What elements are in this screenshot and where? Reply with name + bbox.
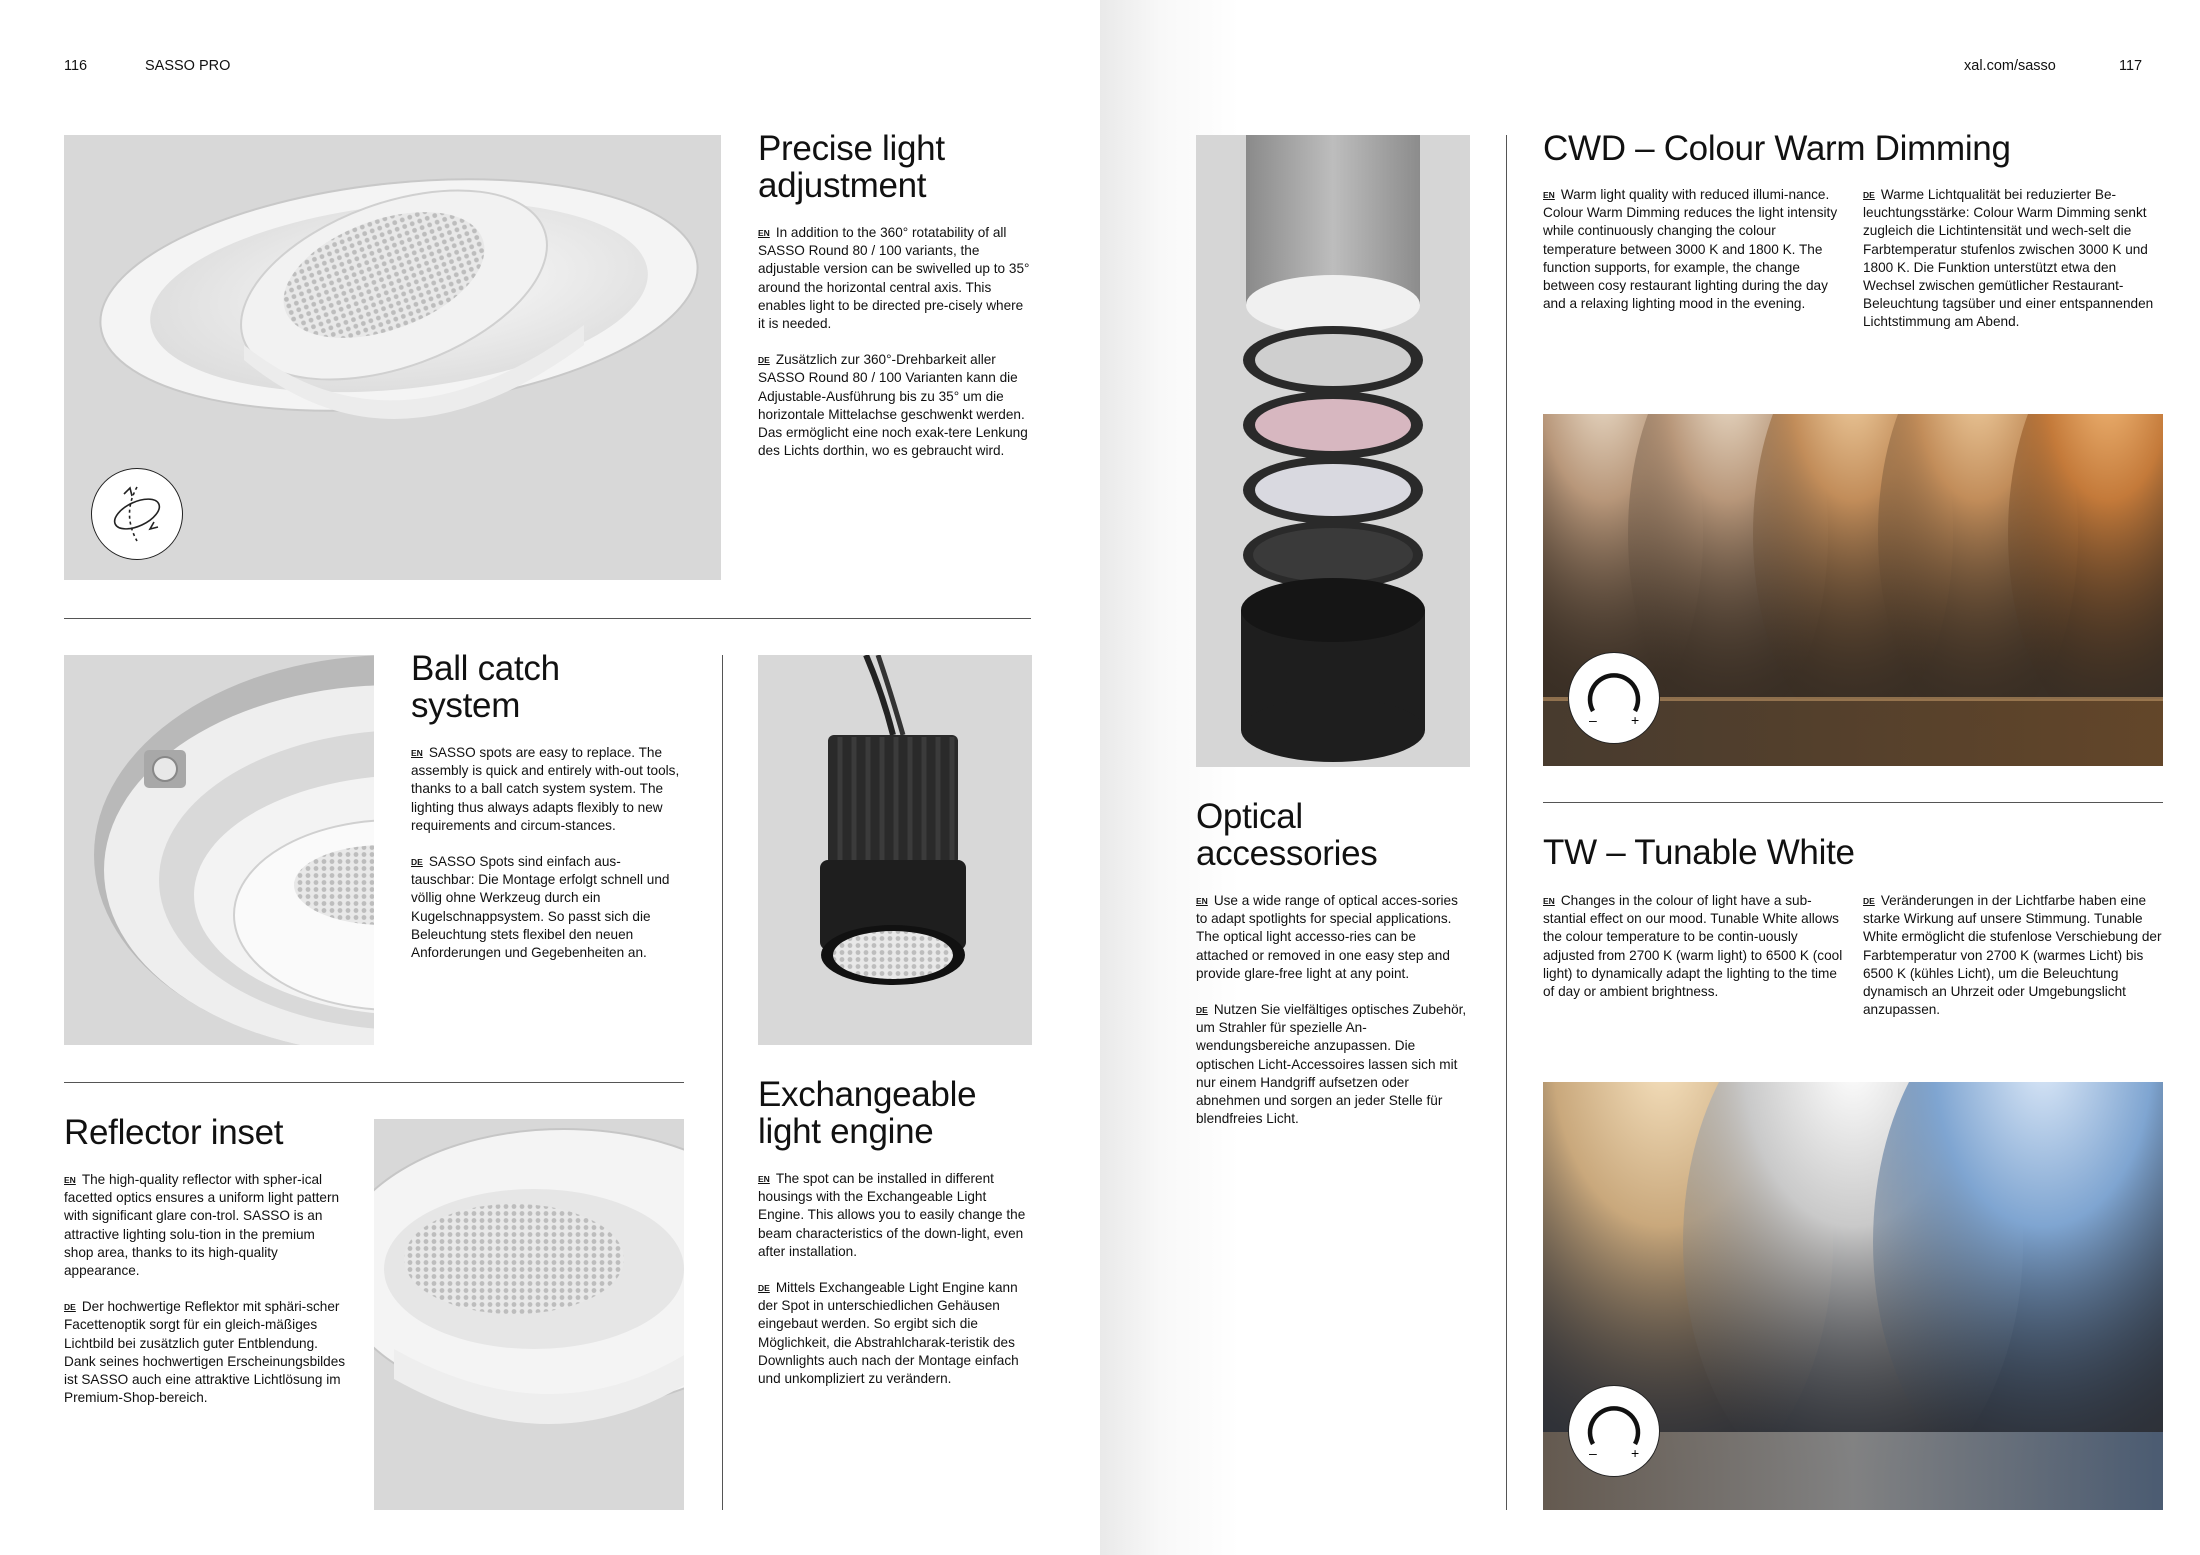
- tw-title: TW – Tunable White: [1543, 833, 1855, 872]
- dimmer-knob-icon: [1568, 1385, 1660, 1477]
- dimmer-minus-label: –: [1589, 1445, 1597, 1461]
- optical-body: [1196, 892, 1468, 1146]
- reflector-title: Reflector inset: [64, 1113, 284, 1152]
- divider-rule: [64, 618, 1031, 619]
- lang-tag-de: DE: [758, 355, 770, 366]
- ball-catch-photo: [64, 655, 374, 1045]
- ball-title-line2: system: [411, 686, 521, 725]
- lang-tag-de: DE: [1196, 1005, 1208, 1016]
- precise-title-line1: Precise light: [758, 129, 945, 168]
- lang-tag-de: DE: [1863, 896, 1875, 906]
- cwd-body-de: [1863, 186, 2163, 350]
- divider-rule: [1543, 802, 2163, 803]
- reflector-photo: [374, 1119, 684, 1510]
- engine-title: [758, 1076, 976, 1150]
- optical-title-line1: Optical: [1196, 797, 1303, 836]
- reflector-de-text: Der hochwertige Reflektor mit sphäri-scher Facettenoptik sorgt für ein gleich-mäßiges Lichtbild bei zusätzlich guter Entblendung. Dank seines hochwertigen Erscheinungsbildes ist SASSO auch eine attraktive Lichtlösung im Premium-Shop-bereich.: [64, 1299, 346, 1406]
- reflector-body: [64, 1171, 346, 1425]
- dimmer-minus-label: –: [1589, 712, 1597, 728]
- column-rule: [1506, 135, 1507, 1510]
- cwd-title: CWD – Colour Warm Dimming: [1543, 129, 2011, 168]
- precise-de-text: Zusätzlich zur 360°-Drehbarkeit aller SASSO Round 80 / 100 Varianten kann die Adjustable-Ausführung bis zu 35° um die horizontale Mittelachse geschwenkt werden. Das ermöglicht eine noch exak-tere Lenkung des Lichts dorthin, wo es gebraucht wird.: [758, 352, 1028, 459]
- dimmer-knob-icon: [1568, 652, 1660, 744]
- ball-catch-body: [411, 744, 683, 980]
- optical-title-line2: accessories: [1196, 834, 1378, 873]
- optical-title: [1196, 798, 1378, 872]
- right-page-number: 117: [2119, 58, 2143, 74]
- lang-tag-en: EN: [411, 748, 423, 758]
- lang-tag-en: EN: [64, 1175, 76, 1185]
- ball-catch-title: [411, 650, 560, 724]
- website-url: xal.com/sasso: [1964, 58, 2056, 74]
- engine-body: [758, 1170, 1030, 1406]
- precise-title-line2: adjustment: [758, 166, 927, 205]
- divider-rule: [64, 1082, 684, 1083]
- tw-body-de: [1863, 892, 2163, 1037]
- cwd-de-text: Warme Lichtqualität bei reduzierter Be-leuchtungsstärke: Colour Warm Dimming senkt zugleich die Lichtintensität und wech-selt die Farbtemperatur stufenlos zwischen 3000 K und 1800 K. Die Funktion unterstützt etwa den Wechsel zwischen gemütlicher Restaurant-Beleuchtung tagsüber und einer entspannenden Lichtstimmung am Abend.: [1863, 187, 2154, 330]
- lang-tag-en: EN: [758, 228, 770, 238]
- lang-tag-en: EN: [1196, 896, 1208, 906]
- dimmer-plus-label: +: [1631, 1445, 1640, 1461]
- lang-tag-de: DE: [411, 857, 423, 868]
- cwd-en-text: Warm light quality with reduced illumi-nance. Colour Warm Dimming reduces the light intensity while continuously changing the colour temperature between 3000 K and 1800 K. The function supports, for example, the change between cosy restaurant lighting during the day and a relaxing lighting mood in the evening.: [1543, 187, 1838, 312]
- lang-tag-de: DE: [64, 1302, 76, 1313]
- dimmer-plus-label: +: [1631, 712, 1640, 728]
- light-engine-photo: [758, 655, 1032, 1045]
- engine-title-line1: Exchangeable: [758, 1075, 977, 1114]
- tw-de-text: Veränderungen in der Lichtfarbe haben eine starke Wirkung auf unsere Stimmung. Tunable White ermöglicht die stufenlose Verschiebung der Farbtemperatur von 2700 K (warmes Licht) bis 6500 K (kühles Licht), um die Beleuchtung dynamisch an Uhrzeit oder Umgebungslicht anzupassen.: [1863, 893, 2162, 1018]
- optical-accessories-photo: [1196, 135, 1470, 767]
- ball-title-line1: Ball catch: [411, 649, 560, 688]
- lang-tag-de: DE: [758, 1283, 770, 1294]
- engine-en-text: The spot can be installed in different housings with the Exchangeable Light Engine. This allows you to easily change the beam characteristics of the down-light, even after installation.: [758, 1171, 1026, 1259]
- precise-title: [758, 130, 945, 204]
- engine-title-line2: light engine: [758, 1112, 934, 1151]
- rotation-swivel-icon: [91, 468, 183, 560]
- optical-en-text: Use a wide range of optical acces-sories to adapt spotlights for special applications. The optical light accesso-ries can be attached or removed in one easy step and provide glare-free light at any point.: [1196, 893, 1458, 981]
- optical-de-text: Nutzen Sie vielfältiges optisches Zubehör, um Strahler für spezielle An-wendungsbereiche anzupassen. Die optischen Licht-Accessoires lassen sich mit nur einem Handgriff aufsetzen oder abnehmen und sorgen an jeder Stelle für blendfreies Licht.: [1196, 1002, 1467, 1127]
- precise-body: [758, 224, 1030, 478]
- tw-en-text: Changes in the colour of light have a sub-stantial effect on our mood. Tunable White allows the colour temperature to be contin-uously adjusted from 2700 K (warm light) to 6500 K (cool light) to dynamically adapt the lighting to the time of day or ambient brightness.: [1543, 893, 1843, 1000]
- lang-tag-en: EN: [1543, 190, 1555, 200]
- ball-de-text: SASSO Spots sind einfach aus-tauschbar: Die Montage erfolgt schnell und völlig ohne Werkzeug durch ein Kugelschnappsystem. So passt sich die Beleuchtung stets flexibel den neuen Anforderungen und Gegebenheiten an.: [411, 854, 670, 961]
- ball-en-text: SASSO spots are easy to replace. The assembly is quick and entirely with-out tools, thanks to a ball catch system system. The lighting thus always adapts flexibly to new requirements and circum-stances.: [411, 745, 680, 833]
- lang-tag-de: DE: [1863, 190, 1875, 200]
- cwd-body-en: [1543, 186, 1843, 331]
- column-rule: [722, 655, 723, 1510]
- reflector-en-text: The high-quality reflector with spher-ical facetted optics ensures a uniform light pattern with significant glare con-trol. SASSO is an attractive lighting solu-tion in the premium shop area, thanks to its high-quality appearance.: [64, 1172, 340, 1279]
- lang-tag-en: EN: [1543, 896, 1555, 906]
- tw-body-en: [1543, 892, 1843, 1019]
- engine-de-text: Mittels Exchangeable Light Engine kann der Spot in unterschiedlichen Gehäusen eingebaut werden. So ergibt sich die Möglichkeit, die Abstrahlcharak-teristik des Downlights auch nach der Montage einfach und unkompliziert zu verändern.: [758, 1280, 1019, 1387]
- running-title: SASSO PRO: [145, 58, 231, 74]
- precise-en-text: In addition to the 360° rotatability of all SASSO Round 80 / 100 variants, the adjustable version can be swivelled up to 35° around the horizontal central axis. This enables light to be directed pre-cisely where it is needed.: [758, 225, 1030, 332]
- left-page-number: 116: [64, 58, 88, 74]
- lang-tag-en: EN: [758, 1174, 770, 1184]
